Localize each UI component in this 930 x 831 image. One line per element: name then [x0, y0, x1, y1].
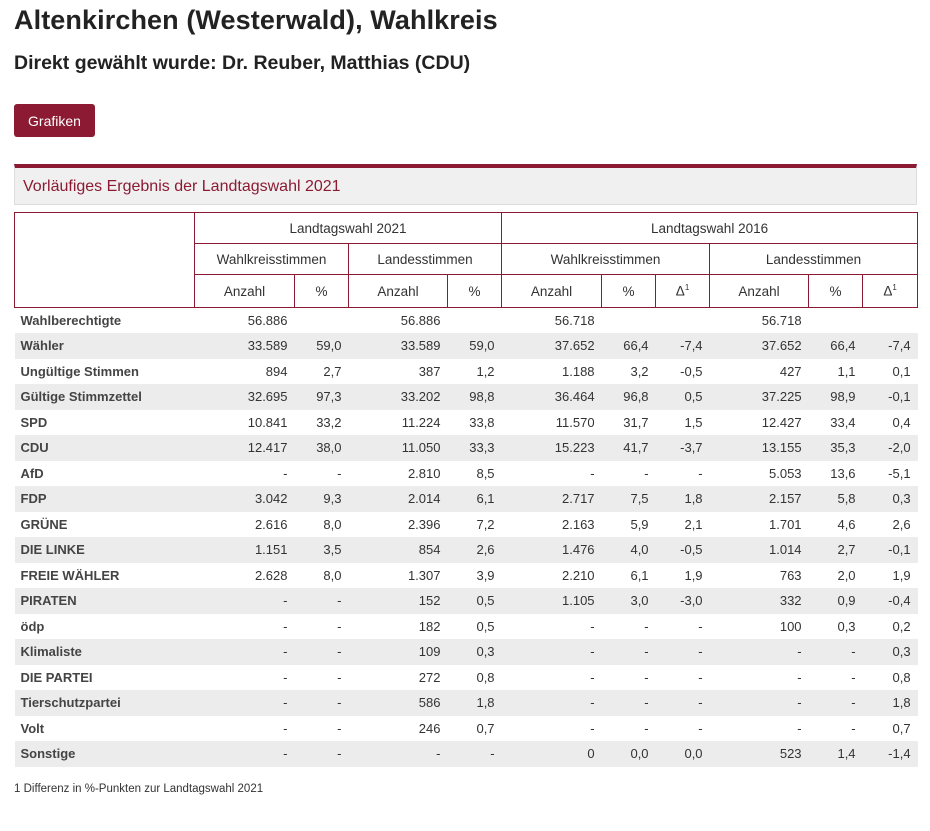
table-cell: - — [337, 669, 342, 685]
table-row — [15, 308, 918, 334]
results-panel-header — [14, 164, 917, 205]
table-cell: 56.718 — [554, 313, 595, 328]
table-cell: - — [710, 690, 809, 716]
table-row — [15, 410, 918, 436]
table-cell: - — [295, 588, 349, 614]
table-cell: 12.427 — [761, 414, 802, 430]
row-label: ödp — [20, 618, 45, 634]
header-anzahl: Anzahl — [195, 275, 295, 308]
table-cell: 0,5 — [448, 588, 502, 614]
table-header — [15, 213, 918, 308]
row-label: SPD — [20, 414, 48, 430]
table-cell: 5,9 — [630, 516, 649, 532]
header-anzahl: Anzahl — [502, 275, 602, 308]
table-cell: 11.050 — [349, 435, 448, 461]
table-cell: -0,1 — [863, 537, 918, 563]
table-cell: 36.464 — [502, 384, 602, 410]
table-cell: -3,7 — [656, 435, 710, 461]
table-cell: 1.476 — [502, 537, 602, 563]
table-cell: 152 — [349, 588, 448, 614]
table-cell: 8,0 — [323, 516, 342, 532]
header-delta — [863, 275, 918, 308]
table-cell: - — [590, 669, 595, 685]
table-cell: 0,3 — [837, 618, 856, 634]
table-cell: 2.157 — [710, 486, 809, 512]
table-cell — [656, 308, 710, 334]
table-cell: 0,1 — [892, 363, 911, 379]
row-label: AfD — [20, 465, 44, 481]
table-cell: - — [283, 669, 288, 685]
table-cell: 1,1 — [837, 363, 856, 379]
table-row — [15, 333, 918, 359]
table-cell: 35,3 — [809, 435, 863, 461]
table-cell: 272 — [418, 669, 441, 685]
table-cell: 37.225 — [710, 384, 809, 410]
table-cell: -5,1 — [888, 465, 911, 481]
table-cell: 523 — [710, 741, 809, 767]
table-cell: 8,0 — [323, 567, 342, 583]
table-cell: 3,2 — [630, 363, 649, 379]
header-anzahl: Anzahl — [349, 275, 448, 308]
row-label: Gültige Stimmzettel — [15, 384, 195, 410]
table-cell: 38,0 — [295, 435, 349, 461]
table-cell: 33.202 — [349, 384, 448, 410]
table-cell: 5,8 — [809, 486, 863, 512]
table-cell: - — [590, 465, 595, 481]
table-cell: - — [698, 720, 703, 736]
table-cell: 8,5 — [476, 465, 495, 481]
table-cell: 1,4 — [809, 741, 863, 767]
table-cell: 33,2 — [316, 414, 342, 430]
table-cell: 3.042 — [195, 486, 295, 512]
table-cell: - — [448, 741, 502, 767]
header-landesstimmen-2021: Landesstimmen — [349, 244, 502, 275]
table-cell: - — [656, 690, 710, 716]
table-cell: 2,7 — [809, 537, 863, 563]
table-cell: 0,3 — [863, 486, 918, 512]
table-cell: - — [710, 639, 809, 665]
table-cell: 12.417 — [195, 435, 295, 461]
table-cell: - — [349, 741, 448, 767]
table-cell: -2,0 — [863, 435, 918, 461]
table-cell: 427 — [779, 363, 802, 379]
table-cell: - — [809, 690, 863, 716]
table-row — [15, 716, 918, 742]
table-cell: 894 — [265, 363, 288, 379]
table-cell — [448, 308, 502, 334]
table-cell: 1,8 — [863, 690, 918, 716]
table-cell: 15.223 — [502, 435, 602, 461]
table-cell: 0,0 — [602, 741, 656, 767]
table-cell: 0,3 — [448, 639, 502, 665]
table-cell: 2,1 — [684, 516, 703, 532]
table-cell: - — [602, 690, 656, 716]
table-cell: - — [644, 720, 649, 736]
table-cell: 0,7 — [476, 720, 495, 736]
table-cell: 59,0 — [448, 333, 502, 359]
row-label: Tierschutzpartei — [15, 690, 195, 716]
header-delta — [656, 275, 710, 308]
header-percent: % — [809, 275, 863, 308]
table-cell: -7,4 — [863, 333, 918, 359]
table-cell: 4,0 — [602, 537, 656, 563]
table-cell: - — [602, 639, 656, 665]
header-lw2021: Landtagswahl 2021 — [195, 213, 502, 244]
table-row — [15, 435, 918, 461]
table-cell: 0,5 — [476, 618, 495, 634]
table-cell: 10.841 — [247, 414, 288, 430]
table-cell: - — [797, 669, 802, 685]
table-cell: 2.014 — [349, 486, 448, 512]
table-cell: 332 — [710, 588, 809, 614]
table-cell: 586 — [349, 690, 448, 716]
header-landesstimmen-2016: Landesstimmen — [710, 244, 918, 275]
table-cell: 0,0 — [656, 741, 710, 767]
table-cell: - — [698, 618, 703, 634]
table-cell: 13,6 — [830, 465, 856, 481]
table-cell: 100 — [779, 618, 802, 634]
table-row — [15, 512, 918, 538]
grafiken-button[interactable]: Grafiken — [14, 104, 95, 137]
table-cell: -0,5 — [680, 363, 703, 379]
table-cell: -3,0 — [656, 588, 710, 614]
table-cell: - — [295, 639, 349, 665]
table-row — [15, 563, 918, 589]
table-cell: - — [195, 639, 295, 665]
table-cell: 0,4 — [892, 414, 911, 430]
table-cell: 0,5 — [656, 384, 710, 410]
header-anzahl: Anzahl — [710, 275, 809, 308]
header-percent: % — [295, 275, 349, 308]
table-row — [15, 359, 918, 385]
page-subtitle: Direkt gewählt wurde: Dr. Reuber, Matthias (CDU) — [14, 52, 471, 74]
table-row — [15, 614, 918, 640]
table-cell: 1.188 — [562, 363, 595, 379]
table-cell: 66,4 — [602, 333, 656, 359]
row-label: PIRATEN — [15, 588, 195, 614]
table-cell: - — [337, 618, 342, 634]
table-cell: 3,0 — [602, 588, 656, 614]
table-cell: 2,0 — [837, 567, 856, 583]
table-cell: 7,2 — [476, 516, 495, 532]
table-cell: 6,1 — [630, 567, 649, 583]
table-cell: 0,8 — [476, 669, 495, 685]
table-cell: 1,2 — [476, 363, 495, 379]
table-cell: 32.695 — [195, 384, 295, 410]
row-label: GRÜNE — [20, 516, 68, 532]
delta-symbol: Δ — [883, 283, 893, 299]
table-cell: 0,9 — [809, 588, 863, 614]
table-cell: - — [337, 465, 342, 481]
table-cell: - — [295, 741, 349, 767]
table-cell: 11.570 — [555, 414, 595, 430]
table-cell: - — [590, 618, 595, 634]
table-cell: 13.155 — [710, 435, 809, 461]
table-cell: 2.717 — [502, 486, 602, 512]
table-cell: 2.628 — [254, 567, 288, 583]
table-cell: 2.210 — [562, 567, 595, 583]
table-cell: 7,5 — [602, 486, 656, 512]
table-cell: 1.014 — [710, 537, 809, 563]
table-body — [15, 308, 918, 767]
table-cell: - — [809, 639, 863, 665]
table-cell: 3,5 — [295, 537, 349, 563]
row-label: Wahlberechtigte — [20, 313, 122, 328]
table-cell: - — [295, 690, 349, 716]
table-cell: -0,1 — [863, 384, 918, 410]
table-cell: 3,9 — [476, 567, 495, 583]
table-cell: 1,8 — [448, 690, 502, 716]
table-cell: -0,5 — [656, 537, 710, 563]
table-cell: - — [644, 618, 649, 634]
delta-footnote-mark: 1 — [684, 283, 690, 293]
table-cell: 2.810 — [407, 465, 441, 481]
table-cell: 1.307 — [407, 567, 441, 583]
table-cell: 98,9 — [809, 384, 863, 410]
table-cell: 33,4 — [830, 414, 856, 430]
panel-title: Vorläufiges Ergebnis der Landtagswahl 2021 — [23, 178, 341, 195]
table-cell: 1.701 — [769, 516, 802, 532]
table-cell: 1.151 — [195, 537, 295, 563]
table-cell: -1,4 — [863, 741, 918, 767]
table-row — [15, 461, 918, 487]
table-cell — [863, 308, 918, 334]
header-wahlkreisstimmen-2016: Wahlkreisstimmen — [502, 244, 710, 275]
header-lw2016: Landtagswahl 2016 — [502, 213, 918, 244]
table-cell: - — [698, 465, 703, 481]
table-cell: - — [195, 741, 295, 767]
table-cell: 1,9 — [684, 567, 703, 583]
table-cell: 1,9 — [892, 567, 911, 583]
table-cell: - — [698, 669, 703, 685]
table-cell: 387 — [418, 363, 441, 379]
table-row — [15, 639, 918, 665]
row-label: Wähler — [15, 333, 195, 359]
table-cell: 41,7 — [602, 435, 656, 461]
table-cell: -7,4 — [656, 333, 710, 359]
page-title: Altenkirchen (Westerwald), Wahlkreis — [14, 5, 498, 35]
table-cell: 2,6 — [448, 537, 502, 563]
table-cell: - — [195, 588, 295, 614]
table-cell: 66,4 — [809, 333, 863, 359]
table-cell — [602, 308, 656, 334]
table-cell: 96,8 — [602, 384, 656, 410]
table-cell: 2,7 — [323, 363, 342, 379]
table-cell: 59,0 — [295, 333, 349, 359]
header-wahlkreisstimmen-2021: Wahlkreisstimmen — [195, 244, 349, 275]
table-cell: - — [283, 465, 288, 481]
table-row — [15, 537, 918, 563]
table-cell: 0 — [502, 741, 602, 767]
header-percent: % — [602, 275, 656, 308]
table-cell — [809, 308, 863, 334]
table-cell: 37.652 — [502, 333, 602, 359]
footnote: 1 Differenz in %-Punkten zur Landtagswahl 2021 — [14, 783, 264, 795]
row-label: Klimaliste — [15, 639, 195, 665]
table-cell: 0,3 — [863, 639, 918, 665]
table-cell: - — [502, 690, 602, 716]
table-cell: - — [851, 669, 856, 685]
results-table — [14, 212, 918, 767]
table-cell: 31,7 — [623, 414, 649, 430]
row-label: Ungültige Stimmen — [20, 363, 139, 379]
row-label: Volt — [20, 720, 45, 736]
table-cell: 56.886 — [400, 313, 441, 328]
table-cell: 763 — [779, 567, 802, 583]
table-cell: 4,6 — [837, 516, 856, 532]
row-label: Sonstige — [15, 741, 195, 767]
table-cell: 1,8 — [656, 486, 710, 512]
table-cell: - — [644, 669, 649, 685]
table-cell: 56.718 — [761, 313, 802, 328]
table-cell: 56.886 — [247, 313, 288, 328]
table-cell — [295, 308, 349, 334]
table-row — [15, 741, 918, 767]
table-cell: 2,6 — [892, 516, 911, 532]
table-cell: 0,2 — [892, 618, 911, 634]
table-cell: 109 — [349, 639, 448, 665]
table-cell: - — [644, 465, 649, 481]
table-cell: 2.163 — [562, 516, 595, 532]
table-row — [15, 588, 918, 614]
delta-footnote-mark: 1 — [892, 283, 897, 293]
table-cell: 0,7 — [892, 720, 911, 736]
table-cell: 2.396 — [407, 516, 441, 532]
table-cell: 98,8 — [448, 384, 502, 410]
delta-symbol: Δ — [675, 283, 685, 299]
table-cell: -0,4 — [863, 588, 918, 614]
header-percent: % — [448, 275, 502, 308]
table-cell: - — [851, 720, 856, 736]
table-cell: 97,3 — [295, 384, 349, 410]
table-cell: - — [337, 720, 342, 736]
header-corner — [15, 213, 195, 308]
table-cell: 0,8 — [892, 669, 911, 685]
row-label: DIE LINKE — [15, 537, 195, 563]
table-cell: 854 — [349, 537, 448, 563]
table-cell: 6,1 — [448, 486, 502, 512]
table-cell: - — [283, 618, 288, 634]
table-cell: 182 — [418, 618, 441, 634]
row-label: FDP — [15, 486, 195, 512]
table-cell: 33,3 — [448, 435, 502, 461]
table-row — [15, 384, 918, 410]
table-cell: 1,5 — [684, 414, 703, 430]
table-cell: - — [797, 720, 802, 736]
row-label: FREIE WÄHLER — [20, 567, 120, 583]
table-cell: 33.589 — [195, 333, 295, 359]
row-label: DIE PARTEI — [20, 669, 93, 685]
table-cell: - — [283, 720, 288, 736]
table-cell: 246 — [418, 720, 441, 736]
table-cell: 37.652 — [710, 333, 809, 359]
table-cell: 33.589 — [349, 333, 448, 359]
row-label: CDU — [15, 435, 195, 461]
table-cell: - — [195, 690, 295, 716]
table-cell: 33,8 — [469, 414, 495, 430]
table-cell: 5.053 — [769, 465, 802, 481]
table-cell: - — [656, 639, 710, 665]
table-cell: - — [590, 720, 595, 736]
table-row — [15, 486, 918, 512]
table-cell: 11.224 — [401, 414, 441, 430]
table-cell: 1.105 — [502, 588, 602, 614]
table-cell: 9,3 — [295, 486, 349, 512]
table-cell: 2.616 — [254, 516, 288, 532]
table-cell: - — [502, 639, 602, 665]
table-row — [15, 690, 918, 716]
table-row — [15, 665, 918, 691]
